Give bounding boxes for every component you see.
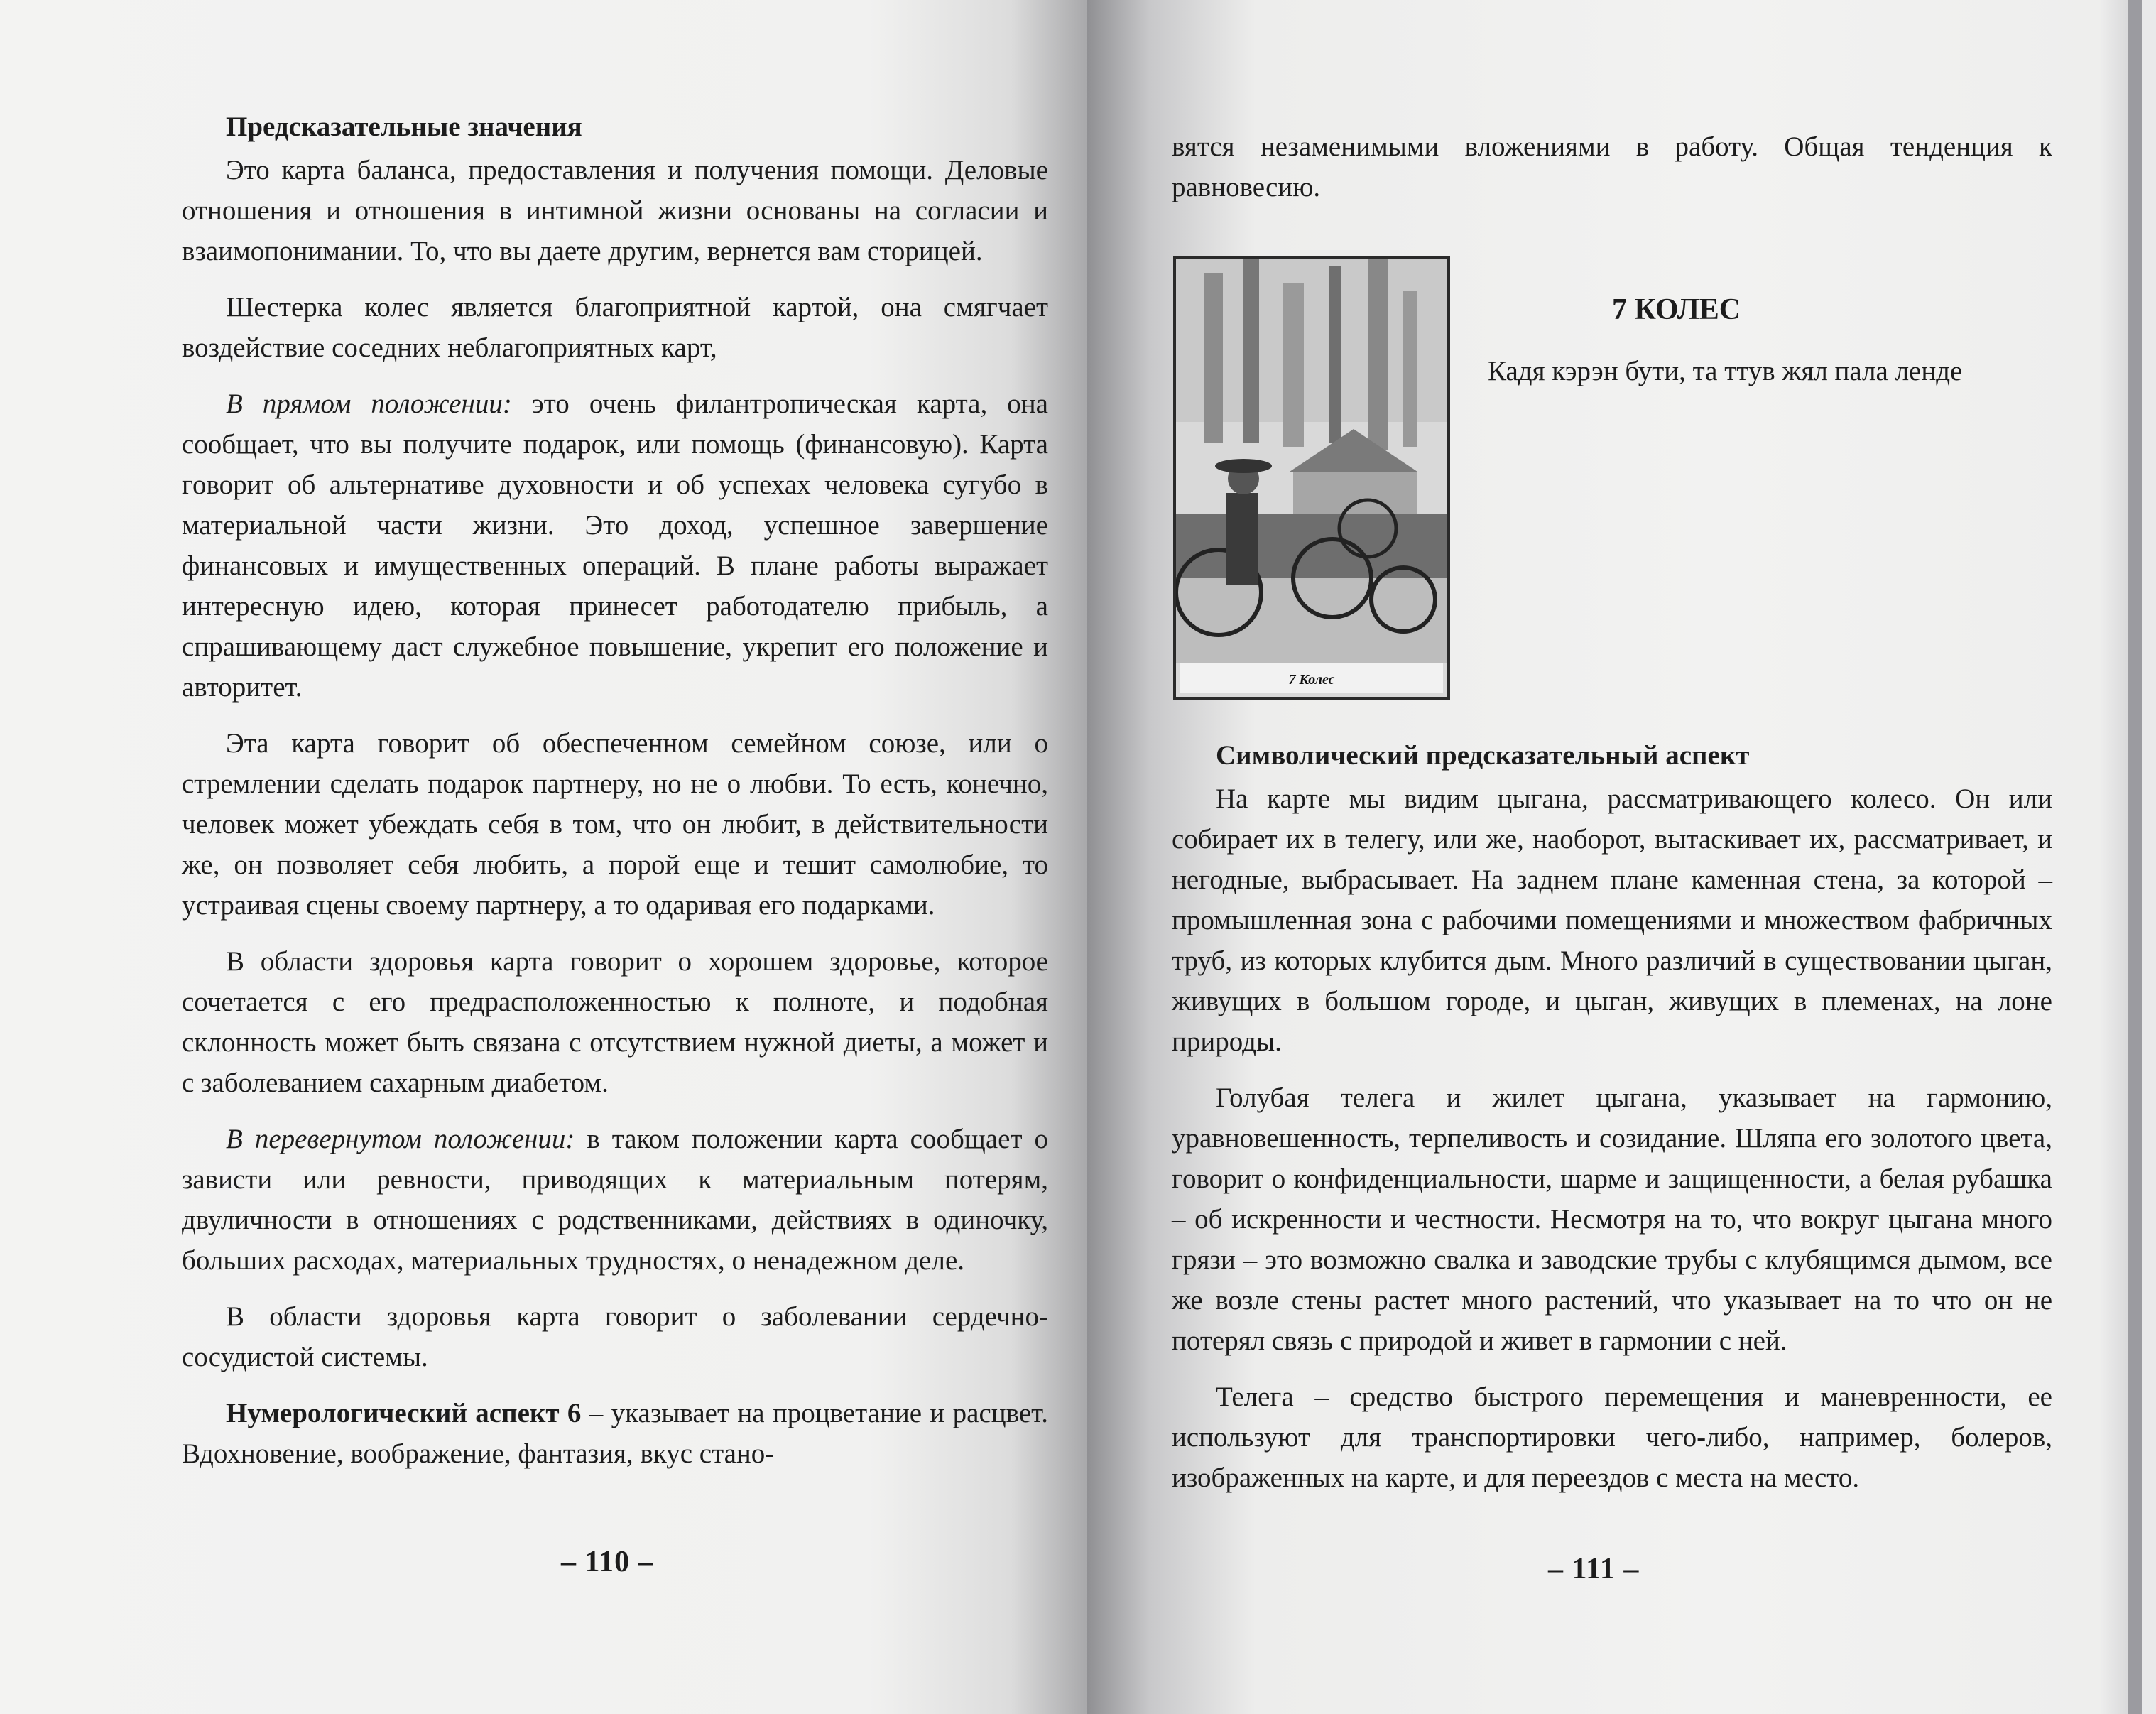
page-number: – 110 – [561, 1546, 654, 1578]
paragraph [182, 1119, 1048, 1281]
card-caption: 7 Колес [1288, 672, 1335, 688]
paragraph-body: это очень филантропическая карта, она сообщает, что вы получите подарок, или помощь (финансовую). Карта говорит об альтернативе духовности и об успехах человека сугубо в материальной части жизни. Это доход, успешное завершение финансовых и имущественных операций. В плане работы выражает интересную идею, которая принесет работодателю прибыль, а спрашивающему даст служебное повышение, укрепит его положение и авторитет. [182, 389, 1048, 703]
right-page [1087, 0, 2142, 1714]
paragraph-body: в таком положении карта сообщает о зависти или ревности, приводящих к материальным потерям, двуличности в отношениях с родственниками, действиях в одиночку, больших расходах, материальных трудностях, о ненадежном деле. [182, 1124, 1048, 1276]
paragraph: Голубая телега и жилет цыгана, указывает на гармонию, уравновешенность, терпеливость и созидание. Шляпа его золотого цвета, говорит о конфиденциальности, шарме и защищенности, а белая рубашка – об искренности и честности. Несмотря на то, что вокруг цыгана много грязи – это возможно свалка и заводские трубы с клубящимся дымом, все же возле стены растет много растений, что указывает на то что он не потерял связь с природой и живет в гармонии с ней. [1172, 1083, 2052, 1356]
paragraph-body: – указывает на процветание и расцвет. Вдохновение, воображение, фантазия, вкус стано- [182, 1398, 1048, 1469]
page-number: – 111 – [1548, 1553, 1640, 1585]
paragraph: Это карта баланса, предоставления и получения помощи. Деловые отношения и отношения в интимной жизни основаны на согласии и взаимопонимании. То, что вы даете другим, вернется вам сторицей. [182, 155, 1048, 266]
right-page-top-text [1172, 126, 2052, 223]
paragraph: На карте мы видим цыгана, рассматривающего колесо. Он или собирает их в телегу, или же, наоборот, вытаскивает их, рассматривает, и негодные, выбрасывает. На заднем плане каменная стена, за которой – промышленная зона с рабочими помещениями и множеством фабричных труб, из которых клубится дым. Много различий в существовании цыган, живущих в большом городе, и цыган, живущих в племенах, на лоне природы. [1172, 783, 2052, 1057]
left-page-text [182, 107, 1048, 1490]
section-heading: Предсказательные значения [226, 112, 582, 142]
page-edge [2128, 0, 2142, 1714]
tarot-card-illustration [1173, 256, 1450, 700]
card-artwork [1176, 259, 1447, 697]
section-heading: Символический предсказательный аспект [1216, 740, 1750, 771]
paragraph: Телега – средство быстрого перемещения и маневренности, ее используют для транспортировки чего-либо, например, болеров, изображенных на карте, и для переездов с места на место. [1172, 1382, 2052, 1493]
paragraph: Эта карта говорит об обеспеченном семейном союзе, или о стремлении сделать подарок партнеру, но не о любви. То есть, конечно, человек может убеждать себя в том, что он любит, в действительности же, он позволяет себя любить, а порой еще и тешит самолюбие, то устраивая сцены своему партнеру, а то одаривая его подарками. [182, 728, 1048, 921]
italic-label: В перевернутом положении: [226, 1124, 575, 1154]
paragraph: Шестерка колес является благоприятной картой, она смягчает воздействие соседних неблагоприятных карт, [182, 292, 1048, 363]
paragraph: В области здоровья карта говорит о хорошем здоровье, которое сочетается с его предрасположенностью к полноте, и подобная склонность может быть связана с отсутствием нужной диеты, а может и с заболеванием сахарным диабетом. [182, 946, 1048, 1098]
right-page-body-text [1172, 735, 2052, 1514]
paragraph: В области здоровья карта говорит о заболевании сердечно-сосудистой системы. [182, 1301, 1048, 1372]
card-subtitle: Кадя кэрэн бути, та ттув жял пала ленде [1488, 356, 1963, 386]
paragraph [182, 1393, 1048, 1474]
card-title: 7 КОЛЕС [1612, 293, 1741, 326]
paragraph: вятся незаменимыми вложениями в работу. Общая тенденция к равновесию. [1172, 131, 2052, 202]
italic-label: В прямом положении: [226, 389, 512, 419]
paragraph [182, 384, 1048, 707]
bold-label: Нумерологический аспект 6 [226, 1398, 582, 1428]
